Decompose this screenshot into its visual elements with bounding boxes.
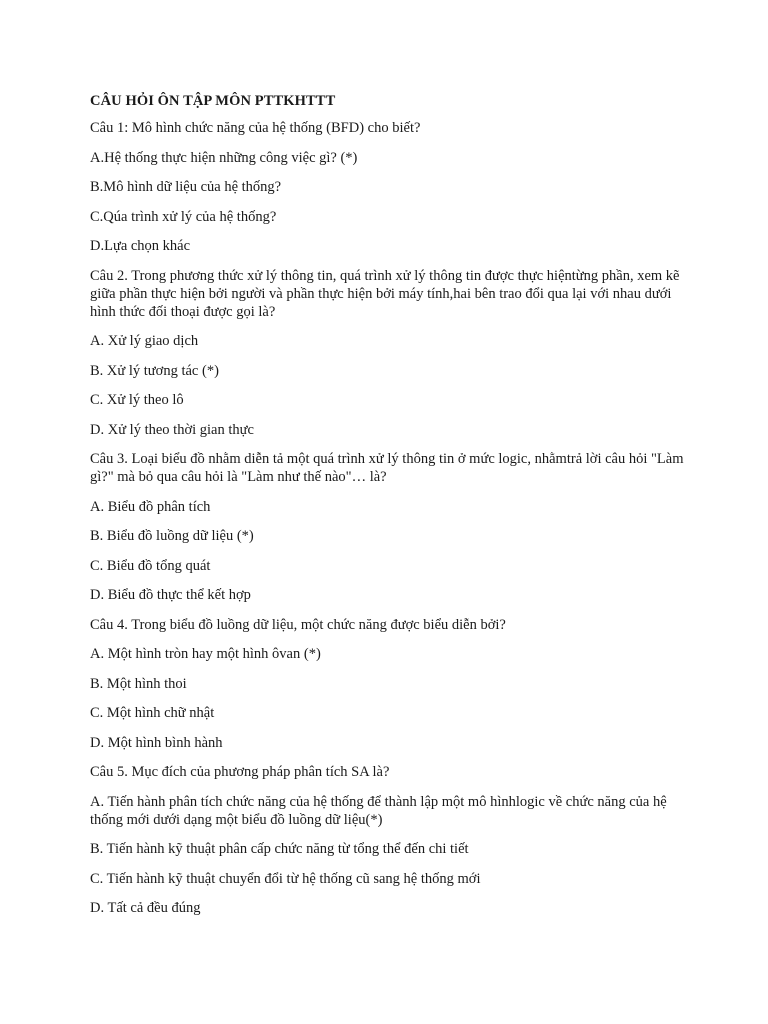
answer-option: C.Qúa trình xử lý của hệ thống? <box>90 208 277 225</box>
question-text: Câu 1: Mô hình chức năng của hệ thống (BFD) cho biết? <box>90 120 421 136</box>
question-1 <box>90 119 690 255</box>
answer-option: D. Xử lý theo thời gian thực <box>90 421 254 438</box>
answer-option: B. Xử lý tương tác (*) <box>90 362 219 379</box>
answer-option: A. Tiến hành phân tích chức năng của hệ thống để thành lập một mô hìnhlogic về chức năng của hệ thống mới dưới dạng một biểu đồ luồng dữ liệu(*) <box>90 793 667 828</box>
answer-option: A. Một hình tròn hay một hình ôvan (*) <box>90 646 321 662</box>
question-5 <box>90 763 690 917</box>
answer-option: C. Một hình chữ nhật <box>90 705 215 721</box>
answer-option: D. Một hình bình hành <box>90 734 223 751</box>
question-2 <box>90 267 690 439</box>
answer-option: C. Tiến hành kỹ thuật chuyển đổi từ hệ thống cũ sang hệ thống mới <box>90 870 481 887</box>
answer-option: C. Biểu đồ tổng quát <box>90 557 211 574</box>
question-text: Câu 5. Mục đích của phương pháp phân tích SA là? <box>90 764 390 780</box>
answer-option: A. Xử lý giao dịch <box>90 333 199 349</box>
question-4 <box>90 616 690 752</box>
answer-option: D.Lựa chọn khác <box>90 238 191 254</box>
answer-option: B.Mô hình dữ liệu của hệ thống? <box>90 179 282 195</box>
answer-option: D. Tất cả đều đúng <box>90 900 201 916</box>
question-3 <box>90 450 690 604</box>
document-page <box>90 92 690 929</box>
question-text: Câu 4. Trong biểu đồ luồng dữ liệu, một chức năng được biểu diễn bởi? <box>90 616 506 633</box>
answer-option: B. Một hình thoi <box>90 675 187 692</box>
answer-option: A. Biểu đồ phân tích <box>90 498 211 515</box>
answer-option: D. Biểu đồ thực thể kết hợp <box>90 587 251 603</box>
answer-option: A.Hệ thống thực hiện những công việc gì? (*) <box>90 149 358 166</box>
answer-option: C. Xử lý theo lô <box>90 392 184 408</box>
question-text: Câu 3. Loại biểu đồ nhằm diễn tả một quá trình xử lý thông tin ở mức logic, nhằmtrả lời câu hỏi "Làm gì?" mà bỏ qua câu hỏi là "Làm như thế nào"… là? <box>90 451 684 485</box>
answer-option: B. Biểu đồ luồng dữ liệu (*) <box>90 528 254 544</box>
question-text: Câu 2. Trong phương thức xử lý thông tin, quá trình xử lý thông tin được thực hiệntừng phần, xem kẽ giữa phần thực hiện bởi người và phần thực hiện bởi máy tính,hai bên trao đổi qua lại với nhau dưới hình thức đối thoại được gọi là? <box>90 267 680 320</box>
document-title: CÂU HỎI ÔN TẬP MÔN PTTKHTTT <box>90 93 336 109</box>
answer-option: B. Tiến hành kỹ thuật phân cấp chức năng từ tổng thể đến chi tiết <box>90 841 469 857</box>
